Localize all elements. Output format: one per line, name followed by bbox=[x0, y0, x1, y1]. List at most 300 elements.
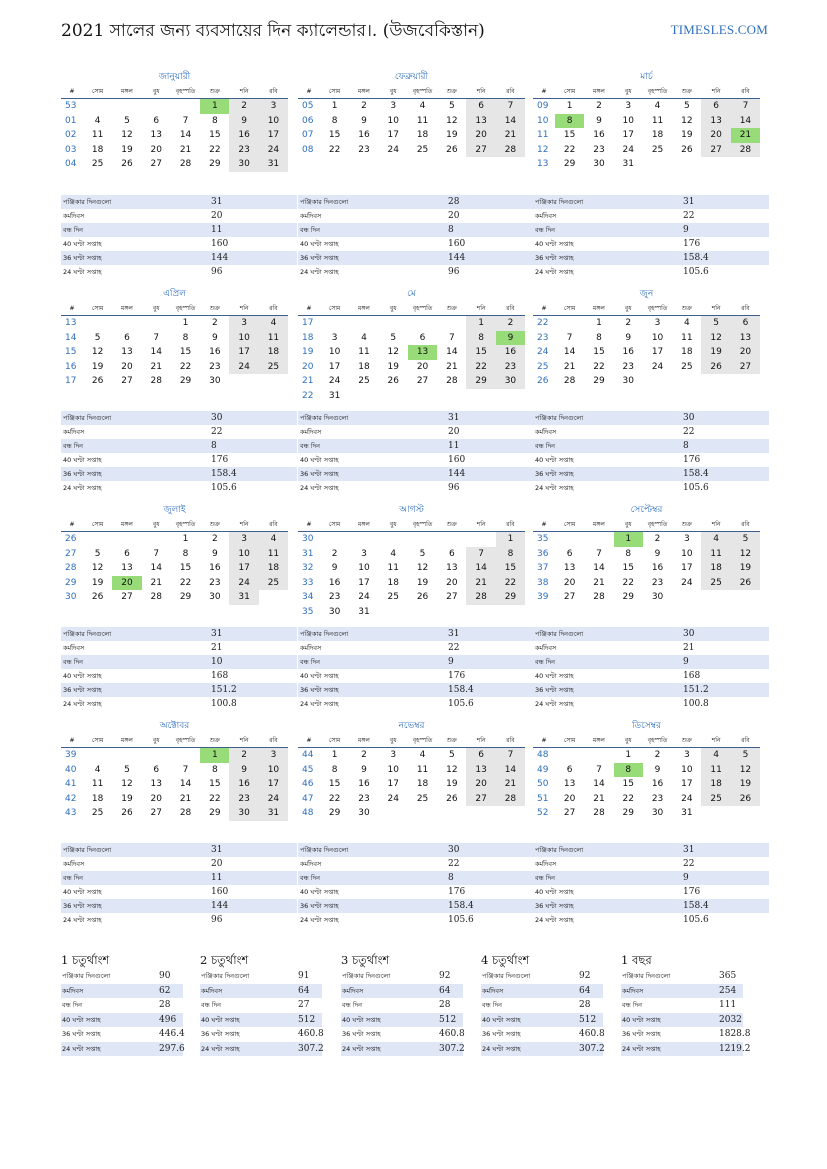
day-cell: 21 bbox=[150, 361, 162, 372]
period-row bbox=[61, 984, 183, 999]
week-number: 35 bbox=[533, 532, 555, 547]
day-cell: 10 bbox=[681, 764, 693, 775]
stat-row bbox=[533, 195, 769, 209]
stat-label: 24 ঘণ্টা সপ্তাহ bbox=[300, 268, 339, 276]
day-cell: 19 bbox=[387, 361, 399, 372]
day-cell: 14 bbox=[563, 347, 576, 357]
month-stats bbox=[298, 843, 534, 927]
week-row bbox=[533, 806, 760, 821]
stat-value: 31 bbox=[683, 197, 695, 207]
stat-row bbox=[61, 843, 297, 857]
month-stats bbox=[298, 627, 534, 711]
day-cell bbox=[112, 748, 141, 763]
weekday-label: শুক্র bbox=[681, 737, 692, 744]
stat-row bbox=[533, 467, 769, 481]
stat-label: 24 ঘণ্টা সপ্তাহ bbox=[63, 916, 102, 924]
day-cell: 30 bbox=[358, 808, 370, 818]
day-cell: 20 bbox=[416, 361, 429, 372]
period-row bbox=[61, 998, 183, 1013]
day-cell: 10 bbox=[259, 763, 288, 778]
stat-value: 96 bbox=[211, 915, 223, 925]
weekday-label: রবি bbox=[741, 737, 750, 744]
period-summary bbox=[61, 951, 183, 1056]
day-cell bbox=[408, 316, 437, 331]
day-cell bbox=[408, 532, 437, 547]
weekday-label: # bbox=[306, 737, 312, 744]
day-cell: 8 bbox=[211, 764, 218, 775]
stat-label: 36 ঘণ্টা সপ্তাহ bbox=[300, 686, 339, 694]
week-number: 03 bbox=[61, 143, 83, 158]
month-calendar bbox=[61, 70, 288, 172]
month-name: মার্চ bbox=[640, 72, 653, 82]
weekday-header bbox=[298, 518, 525, 532]
week-row bbox=[533, 128, 760, 143]
stat-row bbox=[61, 223, 297, 237]
day-cell: 8 bbox=[596, 332, 602, 343]
stat-value: 105.6 bbox=[448, 699, 474, 709]
weekday-label: মঙ্গল bbox=[358, 521, 370, 528]
day-cell: 7 bbox=[448, 332, 455, 343]
stat-value: 176 bbox=[448, 671, 466, 681]
weekday-label: বৃহস্পতি bbox=[175, 521, 196, 528]
weekday-label: সোম bbox=[563, 737, 576, 744]
day-cell bbox=[379, 316, 408, 331]
day-cell bbox=[112, 99, 141, 114]
stat-row bbox=[61, 265, 297, 279]
day-cell: 4 bbox=[390, 548, 397, 559]
day-cell bbox=[672, 374, 701, 389]
weekday-label: শনি bbox=[711, 305, 721, 312]
stat-value: 10 bbox=[211, 657, 223, 667]
period-label: পঞ্জিকার দিনগুলো bbox=[201, 972, 250, 980]
stat-value: 22 bbox=[683, 859, 695, 869]
week-number: 22 bbox=[298, 389, 320, 404]
stat-value: 176 bbox=[683, 887, 701, 897]
week-number: 16 bbox=[61, 360, 83, 375]
stat-value: 30 bbox=[211, 413, 223, 423]
stat-value: 9 bbox=[683, 873, 689, 883]
stat-label: 36 ঘণ্টা সপ্তাহ bbox=[535, 254, 574, 262]
day-cell: 11 bbox=[701, 547, 730, 562]
week-row bbox=[61, 748, 288, 763]
week-row bbox=[298, 345, 525, 360]
day-cell: 3 bbox=[259, 748, 288, 763]
week-number: 39 bbox=[61, 748, 83, 763]
weekday-header bbox=[533, 518, 760, 532]
stat-row bbox=[533, 209, 769, 223]
weekday-label: শুক্র bbox=[681, 521, 692, 528]
week-number: 43 bbox=[61, 806, 83, 821]
day-cell: 14 bbox=[150, 347, 162, 357]
week-row bbox=[533, 590, 760, 605]
stat-label: কর্মদিবস bbox=[63, 212, 85, 220]
day-cell: 21 bbox=[179, 144, 192, 155]
day-cell: 30 bbox=[496, 374, 525, 389]
stat-row bbox=[533, 913, 769, 927]
period-label: 36 ঘণ্টা সপ্তাহ bbox=[622, 1030, 661, 1038]
week-row bbox=[61, 374, 288, 389]
month-calendar bbox=[298, 287, 525, 403]
day-cell: 5 bbox=[419, 548, 426, 559]
day-cell: 17 bbox=[681, 563, 693, 573]
day-cell: 11 bbox=[416, 764, 429, 775]
period-value: 512 bbox=[439, 1014, 457, 1025]
week-row bbox=[298, 576, 525, 591]
day-cell: 13 bbox=[121, 347, 133, 357]
day-cell bbox=[731, 806, 760, 821]
weekday-label: সোম bbox=[563, 521, 576, 528]
day-cell bbox=[83, 316, 112, 331]
day-cell: 1 bbox=[566, 101, 573, 111]
site-link[interactable]: TIMESLES.COM bbox=[670, 22, 768, 37]
day-cell: 12 bbox=[731, 547, 760, 562]
week-row bbox=[533, 763, 760, 778]
weekday-label: সোম bbox=[91, 88, 104, 95]
day-cell: 1 bbox=[596, 318, 602, 328]
stat-value: 168 bbox=[211, 671, 229, 681]
stat-value: 22 bbox=[683, 211, 695, 221]
period-label: 36 ঘণ্টা সপ্তাহ bbox=[62, 1030, 101, 1038]
weekday-label: বৃহস্পতি bbox=[647, 305, 668, 312]
day-cell: 28 bbox=[179, 159, 192, 169]
weekday-label: সোম bbox=[563, 88, 576, 95]
period-rows bbox=[481, 969, 603, 1056]
day-cell: 2 bbox=[625, 318, 632, 328]
period-label: 40 ঘণ্টা সপ্তাহ bbox=[482, 1015, 521, 1024]
month-name: ফেব্রুয়ারী bbox=[394, 72, 429, 82]
day-cell: 6 bbox=[448, 548, 455, 559]
day-cell: 4 bbox=[361, 332, 367, 343]
weekday-header bbox=[298, 734, 525, 748]
weekday-label: রবি bbox=[506, 305, 515, 312]
day-cell: 30 bbox=[209, 592, 221, 602]
day-cell: 29 bbox=[466, 374, 495, 389]
day-cell: 25 bbox=[416, 793, 429, 804]
week-number: 44 bbox=[298, 748, 320, 763]
day-cell: 9 bbox=[229, 763, 258, 778]
week-row bbox=[61, 114, 288, 129]
day-cell: 19 bbox=[731, 777, 760, 792]
day-cell: 27 bbox=[563, 592, 576, 602]
day-cell: 22 bbox=[328, 793, 341, 804]
day-cell: 12 bbox=[91, 563, 104, 573]
day-cell: 25 bbox=[416, 144, 429, 155]
stat-label: পঞ্জিকার দিনগুলো bbox=[300, 414, 349, 422]
week-number: 26 bbox=[61, 532, 83, 547]
week-number: 19 bbox=[298, 345, 320, 360]
stat-label: 40 ঘণ্টা সপ্তাহ bbox=[63, 240, 102, 248]
week-number: 30 bbox=[61, 590, 83, 605]
period-label: পঞ্জিকার দিনগুলো bbox=[622, 972, 671, 980]
day-cell: 27 bbox=[731, 360, 760, 375]
day-cell: 19 bbox=[681, 130, 693, 140]
stat-label: পঞ্জিকার দিনগুলো bbox=[535, 414, 584, 422]
day-cell: 2 bbox=[211, 534, 218, 544]
weekday-header bbox=[533, 302, 760, 316]
period-label: পঞ্জিকার দিনগুলো bbox=[482, 972, 531, 980]
week-row bbox=[298, 374, 525, 389]
weekday-label: বৃহস্পতি bbox=[412, 88, 433, 95]
day-cell: 30 bbox=[209, 376, 221, 386]
day-cell: 18 bbox=[416, 130, 429, 140]
day-cell: 14 bbox=[731, 114, 760, 129]
day-cell: 28 bbox=[593, 592, 605, 602]
period-label: বন্ধ দিন bbox=[342, 1001, 362, 1009]
day-cell: 30 bbox=[229, 806, 258, 821]
day-cell: 26 bbox=[701, 360, 730, 375]
day-cell: 2 bbox=[331, 548, 338, 559]
day-cell: 16 bbox=[229, 777, 258, 792]
day-cell: 7 bbox=[596, 548, 602, 559]
stat-label: কর্মদিবস bbox=[535, 212, 557, 220]
week-row bbox=[61, 143, 288, 158]
stat-row bbox=[61, 871, 297, 885]
week-row bbox=[533, 561, 760, 576]
day-cell: 18 bbox=[259, 345, 288, 360]
stat-label: 36 ঘণ্টা সপ্তাহ bbox=[63, 470, 102, 478]
day-cell bbox=[701, 157, 730, 172]
stat-label: বন্ধ দিন bbox=[535, 874, 555, 882]
period-value: 92 bbox=[439, 971, 451, 981]
stat-value: 20 bbox=[211, 859, 223, 869]
day-cell: 25 bbox=[358, 376, 370, 386]
day-cell: 26 bbox=[121, 808, 133, 818]
day-cell: 15 bbox=[466, 345, 495, 360]
stat-value: 176 bbox=[683, 455, 701, 465]
day-cell bbox=[672, 590, 701, 605]
weekday-label: বুধ bbox=[624, 737, 632, 744]
weekday-label: শুক্র bbox=[446, 737, 457, 744]
day-cell: 14 bbox=[179, 130, 192, 140]
period-row bbox=[61, 1027, 183, 1042]
stat-value: 160 bbox=[448, 455, 466, 465]
day-cell: 25 bbox=[259, 576, 288, 591]
day-cell: 17 bbox=[622, 130, 634, 140]
weekday-label: শুক্র bbox=[209, 88, 220, 95]
period-row bbox=[481, 984, 603, 999]
period-label: কর্মদিবস bbox=[342, 986, 364, 995]
stat-value: 158.4 bbox=[683, 901, 709, 911]
week-row bbox=[298, 763, 525, 778]
day-cell: 10 bbox=[622, 115, 634, 126]
period-row bbox=[481, 1013, 603, 1028]
day-cell: 19 bbox=[91, 361, 104, 372]
stat-label: 40 ঘণ্টা সপ্তাহ bbox=[300, 456, 339, 464]
stat-label: কর্মদিবস bbox=[300, 644, 322, 652]
day-cell: 27 bbox=[701, 143, 730, 158]
stat-row bbox=[533, 857, 769, 871]
day-cell: 31 bbox=[259, 806, 288, 821]
stat-value: 11 bbox=[448, 441, 460, 451]
day-cell: 12 bbox=[731, 763, 760, 778]
stat-value: 158.4 bbox=[448, 901, 474, 911]
period-label: বন্ধ দিন bbox=[201, 1001, 221, 1009]
day-cell: 23 bbox=[209, 361, 221, 372]
day-cell: 28 bbox=[466, 590, 495, 605]
day-cell: 19 bbox=[446, 779, 458, 789]
day-cell: 3 bbox=[683, 534, 690, 544]
month-stats bbox=[533, 627, 769, 711]
day-cell: 17 bbox=[681, 779, 693, 789]
day-cell: 18 bbox=[358, 361, 370, 372]
day-cell: 2 bbox=[654, 534, 661, 544]
day-cell: 29 bbox=[209, 808, 221, 818]
stat-label: পঞ্জিকার দিনগুলো bbox=[300, 630, 349, 638]
day-cell: 7 bbox=[182, 764, 189, 775]
week-row bbox=[61, 576, 288, 591]
weekday-label: রবি bbox=[269, 88, 278, 95]
day-cell: 31 bbox=[622, 159, 634, 169]
stat-value: 28 bbox=[448, 197, 460, 207]
stat-value: 9 bbox=[683, 657, 689, 667]
day-cell: 6 bbox=[566, 764, 573, 775]
day-cell: 13 bbox=[563, 779, 576, 789]
stat-row bbox=[61, 453, 297, 467]
period-value: 1828.8 bbox=[719, 1029, 751, 1039]
day-cell: 2 bbox=[596, 101, 602, 111]
period-summary bbox=[200, 951, 322, 1056]
week-number: 02 bbox=[61, 128, 83, 143]
stat-row bbox=[533, 237, 769, 251]
stat-label: পঞ্জিকার দিনগুলো bbox=[300, 198, 349, 206]
week-row bbox=[533, 532, 760, 547]
day-cell: 9 bbox=[211, 548, 218, 559]
weekday-label: মঙ্গল bbox=[358, 305, 370, 312]
day-cell: 2 bbox=[211, 318, 218, 328]
stat-label: 36 ঘণ্টা সপ্তাহ bbox=[300, 470, 339, 478]
day-cell: 12 bbox=[91, 347, 104, 357]
week-row bbox=[533, 748, 760, 763]
day-cell: 28 bbox=[179, 808, 192, 818]
stat-label: 40 ঘণ্টা সপ্তাহ bbox=[535, 240, 574, 248]
period-row bbox=[341, 1013, 463, 1028]
day-cell: 20 bbox=[563, 577, 576, 588]
day-cell: 23 bbox=[358, 793, 370, 804]
week-number: 17 bbox=[61, 374, 83, 389]
day-cell: 7 bbox=[466, 547, 495, 562]
weekday-label: বৃহস্পতি bbox=[647, 88, 668, 95]
day-cell: 17 bbox=[259, 777, 288, 792]
day-cell bbox=[731, 590, 760, 605]
day-cell: 14 bbox=[496, 114, 525, 129]
week-number: 40 bbox=[61, 763, 83, 778]
week-row bbox=[298, 792, 525, 807]
stat-label: 24 ঘণ্টা সপ্তাহ bbox=[535, 700, 574, 708]
period-row bbox=[341, 998, 463, 1013]
weekday-header bbox=[61, 518, 288, 532]
day-cell bbox=[701, 806, 730, 821]
day-cell: 4 bbox=[654, 101, 661, 111]
stat-row bbox=[298, 209, 534, 223]
day-cell: 15 bbox=[209, 130, 221, 140]
weekday-label: রবি bbox=[269, 521, 278, 528]
day-cell: 16 bbox=[209, 347, 221, 357]
day-cell bbox=[555, 748, 584, 763]
day-cell: 14 bbox=[496, 763, 525, 778]
weekday-label: শনি bbox=[239, 305, 249, 312]
day-cell bbox=[731, 157, 760, 172]
period-title: 2 চতুর্থাংশ bbox=[200, 953, 249, 967]
day-cell bbox=[259, 374, 288, 389]
week-row bbox=[298, 389, 525, 404]
stat-row bbox=[298, 697, 534, 711]
stat-row bbox=[533, 885, 769, 899]
day-cell: 25 bbox=[387, 592, 399, 602]
week-number: 25 bbox=[533, 360, 555, 375]
day-cell: 25 bbox=[701, 576, 730, 591]
stat-value: 105.6 bbox=[683, 267, 709, 277]
week-row bbox=[61, 316, 288, 331]
month-calendar bbox=[298, 719, 525, 821]
day-cell: 24 bbox=[681, 577, 693, 588]
period-label: কর্মদিবস bbox=[622, 986, 644, 995]
day-cell: 29 bbox=[328, 808, 341, 818]
day-cell bbox=[83, 532, 112, 547]
day-cell: 3 bbox=[331, 332, 338, 343]
period-value: 460.8 bbox=[298, 1029, 324, 1039]
period-summary bbox=[341, 951, 463, 1056]
day-cell bbox=[496, 605, 525, 620]
day-cell: 29 bbox=[209, 159, 221, 169]
period-title: 1 বছর bbox=[621, 953, 652, 967]
stat-value: 31 bbox=[683, 845, 695, 855]
month-calendar bbox=[298, 503, 525, 619]
day-cell: 7 bbox=[153, 548, 160, 559]
week-row bbox=[298, 605, 525, 620]
day-cell: 15 bbox=[328, 130, 341, 140]
weekday-label: শনি bbox=[476, 88, 486, 95]
day-cell: 1 bbox=[331, 750, 338, 760]
week-number: 34 bbox=[298, 590, 320, 605]
day-cell: 26 bbox=[731, 792, 760, 807]
week-number: 29 bbox=[61, 576, 83, 591]
day-cell: 30 bbox=[651, 592, 664, 602]
day-cell: 15 bbox=[622, 563, 634, 573]
month-name: এপ্রিল bbox=[163, 289, 186, 299]
day-cell bbox=[555, 316, 584, 331]
stat-value: 176 bbox=[448, 887, 466, 897]
stat-value: 160 bbox=[211, 239, 229, 249]
day-cell: 26 bbox=[91, 592, 104, 602]
day-cell: 15 bbox=[622, 779, 634, 789]
week-number: 28 bbox=[61, 561, 83, 576]
stat-row bbox=[298, 195, 534, 209]
week-row bbox=[298, 748, 525, 763]
day-cell: 31 bbox=[681, 808, 693, 818]
period-row bbox=[341, 984, 463, 999]
month-stats bbox=[533, 843, 769, 927]
day-cell: 17 bbox=[229, 345, 258, 360]
day-cell: 16 bbox=[651, 779, 664, 789]
day-cell bbox=[349, 389, 378, 404]
stat-label: পঞ্জিকার দিনগুলো bbox=[63, 198, 112, 206]
day-cell: 14 bbox=[593, 779, 605, 789]
day-cell: 6 bbox=[153, 764, 160, 775]
period-value: 365 bbox=[719, 971, 737, 981]
day-cell: 2 bbox=[496, 316, 525, 331]
day-cell: 25 bbox=[651, 144, 664, 155]
week-number: 11 bbox=[533, 128, 555, 143]
weekday-label: শনি bbox=[239, 521, 249, 528]
week-number: 18 bbox=[298, 331, 320, 346]
weekday-label: শনি bbox=[711, 737, 721, 744]
day-cell bbox=[171, 99, 200, 114]
period-label: বন্ধ দিন bbox=[62, 1001, 82, 1009]
stat-label: 24 ঘণ্টা সপ্তাহ bbox=[535, 268, 574, 276]
period-row bbox=[341, 969, 463, 984]
stat-value: 22 bbox=[448, 859, 460, 869]
stat-label: 36 ঘণ্টা সপ্তাহ bbox=[535, 902, 574, 910]
